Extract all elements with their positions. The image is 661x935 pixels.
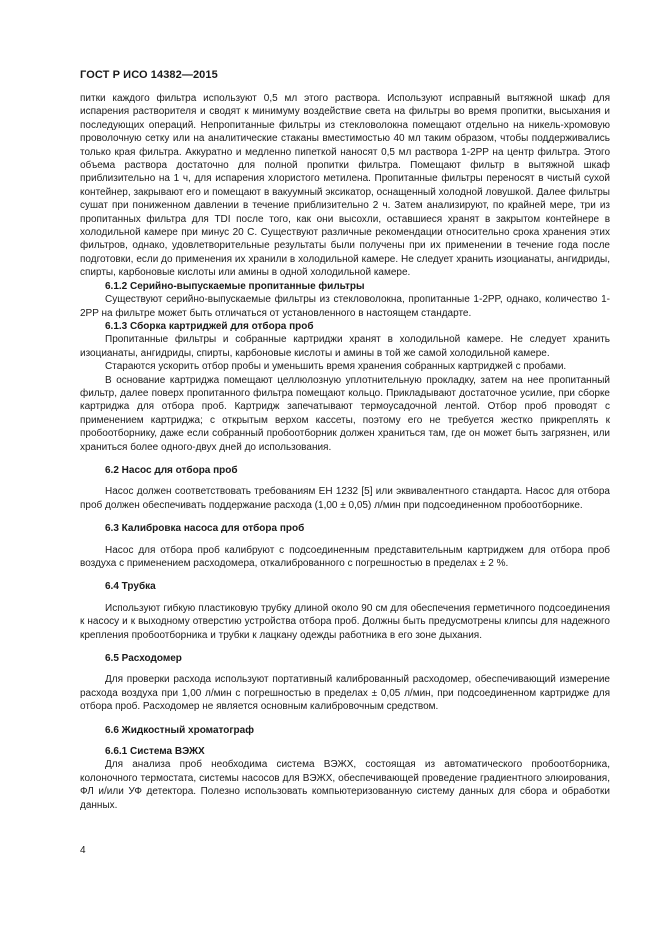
paragraph-storage: Пропитанные фильтры и собранные картриджи хранят в холодильной камере. Не следует хранить изоцианаты, ангидриды, спирты, карбоновые кислоты и амины в той же самой холодильной камере. <box>80 334 610 359</box>
heading-6-1-2: 6.1.2 Серийно-выпускаемые пропитанные фильтры <box>105 280 365 292</box>
paragraph-cartridge-assembly: В основание картриджа помещают целлюлозную уплотнительную прокладку, затем на нее пропитанный фильтр, далее поверх пропитанного фильтра помещают кольцо. Прикладывают достаточное усилие, при сборке картриджа для отбора проб. Картридж запечатывают термоусадочной лентой. Отбор проб проводят с применением картриджа; с открытым верхом кассеты, поэтому его не требуется жестко прикреплять к пробоотборнику, даже если собранный пробоотборник должен храниться там, где он может быть загрязнен, или храниться более одного-двух дней до использования. <box>80 374 610 453</box>
paragraph-filter-impregnation: питки каждого фильтра используют 0,5 мл этого раствора. Используют исправный вытяжной шкаф для испарения растворителя и сводят к минимуму воздействие света на фильтры во время пропитки, высыхания и последующих операций. Непропитанные фильтры из стекловолокна помещают отдельно на никель-хромовую проволочную сетку или на аналитические стаканы вместимостью 40 мл таким образом, чтобы поддерживались только края фильтра. Аккуратно и медленно пипеткой наносят 0,5 мл раствора 1-2PP на центр фильтра. Этого объема раствора достаточно для полной пропитки фильтра. Помещают фильтр в вытяжной шкаф приблизительно на 1 ч, для испарения хлористого метилена. Пропитанные фильтры переносят в чистый сухой контейнер, закрывают его и помещают в вакуумный эксикатор, оснащенный холодной ловушкой. Далее фильтры сушат при пониженном давлении в течение приблизительно 2 ч. Затем анализируют, по крайней мере, три из пропитанных фильтра для TDI после того, как они высохли, оставшиеся хранят в закрытом контейнере в холодильной камере при минус 20 С. Существуют различные рекомендации относительно срока хранения этих фильтров, однако, удовлетворительные результаты были получены при их применении в течение года после подготовки, если до применения их хранили в холодильной камере. Не следует хранить изоцианаты, ангидриды, спирты, карбоновые кислоты или амины в одной холодильной камере. <box>80 93 610 279</box>
paragraph-tubing: Используют гибкую пластиковую трубку длиной около 90 см для обеспечения герметичного подсоединения к насосу и к выходному отверстию устройства отбора проб. Должны быть предусмотрены клипсы для надежного крепления пробоотборника и трубки к лацкану одежды работника в его зоне дыхания. <box>80 602 610 641</box>
paragraph-commercial-filters: Существуют серийно-выпускаемые фильтры из стекловолокна, пропитанные 1-2PP, однако, количество 1-2PP на фильтре может быть отличаться от установленного в настоящем стандарте. <box>80 294 610 319</box>
heading-6-2: 6.2 Насос для отбора проб <box>105 464 238 476</box>
heading-6-5: 6.5 Расходомер <box>105 653 182 665</box>
heading-6-3: 6.3 Калибровка насоса для отбора проб <box>105 523 305 535</box>
document-header: ГОСТ Р ИСО 14382—2015 <box>80 69 218 81</box>
paragraph-pump-calibration: Насос для отбора проб калибруют с подсоединенным представительным картриджем для отбора проб воздуха с применением расходомера, откалиброванного с погрешностью в пределах ± 2 %. <box>80 544 610 569</box>
paragraph-speed-up: Стараются ускорить отбор пробы и уменьшить время хранения собранных картриджей с пробами. <box>105 361 567 373</box>
heading-6-6-1: 6.6.1 Система ВЭЖХ <box>105 746 205 758</box>
paragraph-pump: Насос должен соответствовать требованиям ЕН 1232 [5] или эквивалентного стандарта. Насос для отбора проб должен обеспечивать поддержание расхода (1,00 ± 0,05) л/мин при подсоединенном пробоотборнике. <box>80 486 610 511</box>
heading-6-4: 6.4 Трубка <box>105 581 156 593</box>
heading-6-6: 6.6 Жидкостный хроматограф <box>105 724 254 736</box>
page-number: 4 <box>80 845 86 856</box>
paragraph-flowmeter: Для проверки расхода используют портативный калиброванный расходомер, обеспечивающий измерение расхода воздуха при 1,00 л/мин с погрешностью в пределах ± 0,05 л/мин, при подсоединенном картридже для отбора проб. Расходомер не является основным калибровочным средством. <box>80 674 610 713</box>
heading-6-1-3: 6.1.3 Сборка картриджей для отбора проб <box>105 320 314 332</box>
document-body <box>80 92 610 812</box>
paragraph-hplc-system: Для анализа проб необходима система ВЭЖХ, состоящая из автоматического пробоотборника, колоночного термостата, системы насосов для ВЭЖХ, обеспечивающей проведение градиентного элюирования, ФЛ и/или УФ детектора. Полезно использовать компьютеризованную систему данных для сбора и обработки данных. <box>80 759 610 811</box>
